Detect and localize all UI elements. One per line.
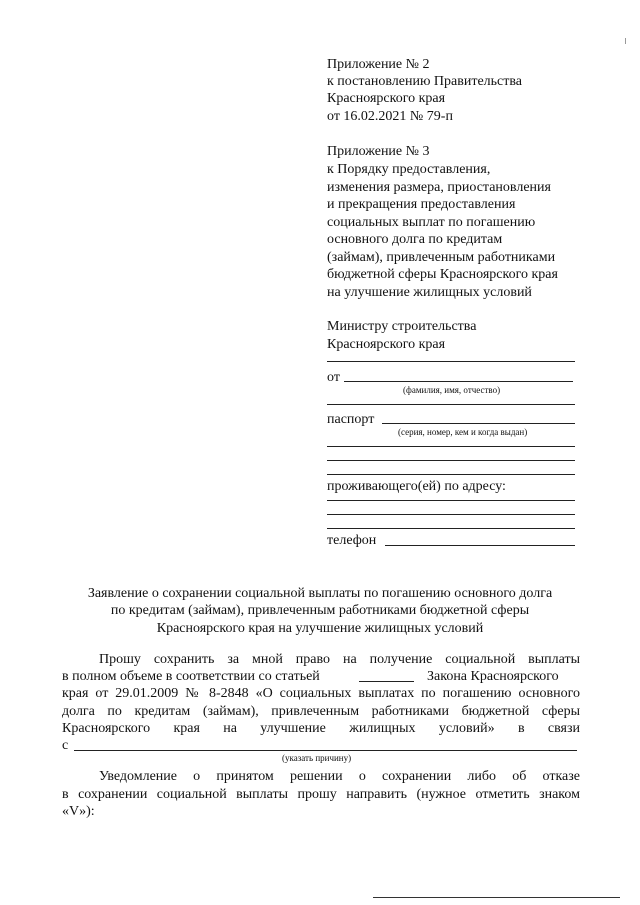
- addressee-line-2: Красноярского края: [327, 337, 446, 352]
- appendix-2-line-3: Красноярского края: [327, 91, 446, 106]
- reason-hint: (указать причину): [282, 753, 352, 763]
- body-p1-line-2-a: в полном объеме в соответствии со статьей: [62, 669, 320, 684]
- body-p1-line-2-b: Закона Красноярского: [427, 669, 559, 684]
- title-line-2: по кредитам (займам), привлеченным работниками бюджетной сферы: [110, 603, 530, 618]
- body-p2-line-3: «V»):: [62, 804, 95, 819]
- appendix-3-line: изменения размера, приостановления: [327, 180, 551, 195]
- body-p1-line-5: Красноярского края на улучшение жилищных условий» в связи: [62, 721, 580, 736]
- appendix-3-line: (займам), привлеченным работниками: [327, 250, 556, 265]
- from-field-line-2[interactable]: [327, 404, 575, 405]
- appendix-3-line: Приложение № 3: [327, 144, 430, 159]
- address-field-line-2[interactable]: [327, 514, 575, 515]
- appendix-3-line: на улучшение жилищных условий: [327, 285, 532, 300]
- bottom-edge-line: [373, 897, 620, 898]
- from-label: от: [327, 370, 340, 385]
- address-field-line-3[interactable]: [327, 528, 575, 529]
- passport-field-line[interactable]: [382, 423, 575, 424]
- address-field-line-1[interactable]: [327, 500, 575, 501]
- scan-artifact: [625, 38, 626, 44]
- appendix-3-line: и прекращения предоставления: [327, 197, 516, 212]
- appendix-3-line: социальных выплат по погашению: [327, 215, 536, 230]
- appendix-3-line: к Порядку предоставления,: [327, 162, 491, 177]
- addressee-blank-line: [327, 361, 575, 362]
- passport-field-line-4[interactable]: [327, 474, 575, 475]
- passport-hint: (серия, номер, кем и когда выдан): [398, 427, 528, 437]
- appendix-2-line-4: от 16.02.2021 № 79-п: [327, 109, 453, 124]
- body-p1-line-6-label: с: [62, 738, 69, 753]
- phone-label: телефон: [327, 533, 377, 548]
- reason-field-line[interactable]: [74, 750, 577, 751]
- body-p1-line-3: края от 29.01.2009 № 8-2848 «О социальных выплатах по погашению основного: [62, 686, 580, 701]
- from-hint: (фамилия, имя, отчество): [403, 385, 501, 395]
- from-field-line[interactable]: [344, 381, 573, 382]
- article-number-field[interactable]: [359, 681, 414, 682]
- body-p1-line-1: Прошу сохранить за мной право на получение социальной выплаты: [99, 652, 580, 667]
- title-line-3: Красноярского края на улучшение жилищных условий: [156, 621, 484, 636]
- appendix-3-line: бюджетной сферы Красноярского края: [327, 267, 558, 282]
- passport-field-line-3[interactable]: [327, 460, 575, 461]
- phone-field-line[interactable]: [385, 545, 575, 546]
- passport-label: паспорт: [327, 412, 375, 427]
- appendix-2-line-1: Приложение № 2: [327, 57, 430, 72]
- appendix-2-line-2: к постановлению Правительства: [327, 74, 523, 89]
- body-p2-line-1: Уведомление о принятом решении о сохранении либо об отказе: [99, 769, 580, 784]
- passport-field-line-2[interactable]: [327, 446, 575, 447]
- appendix-3-line: основного долга по кредитам: [327, 232, 503, 247]
- addressee-line-1: Министру строительства: [327, 319, 477, 334]
- body-p2-line-2: в сохранении социальной выплаты прошу направить (нужное отметить знаком: [62, 787, 580, 802]
- title-line-1: Заявление о сохранении социальной выплаты по погашению основного долга: [87, 586, 553, 601]
- body-p1-line-4: долга по кредитам (займам), привлеченным работниками бюджетной сферы: [62, 704, 580, 719]
- address-label: проживающего(ей) по адресу:: [327, 479, 506, 494]
